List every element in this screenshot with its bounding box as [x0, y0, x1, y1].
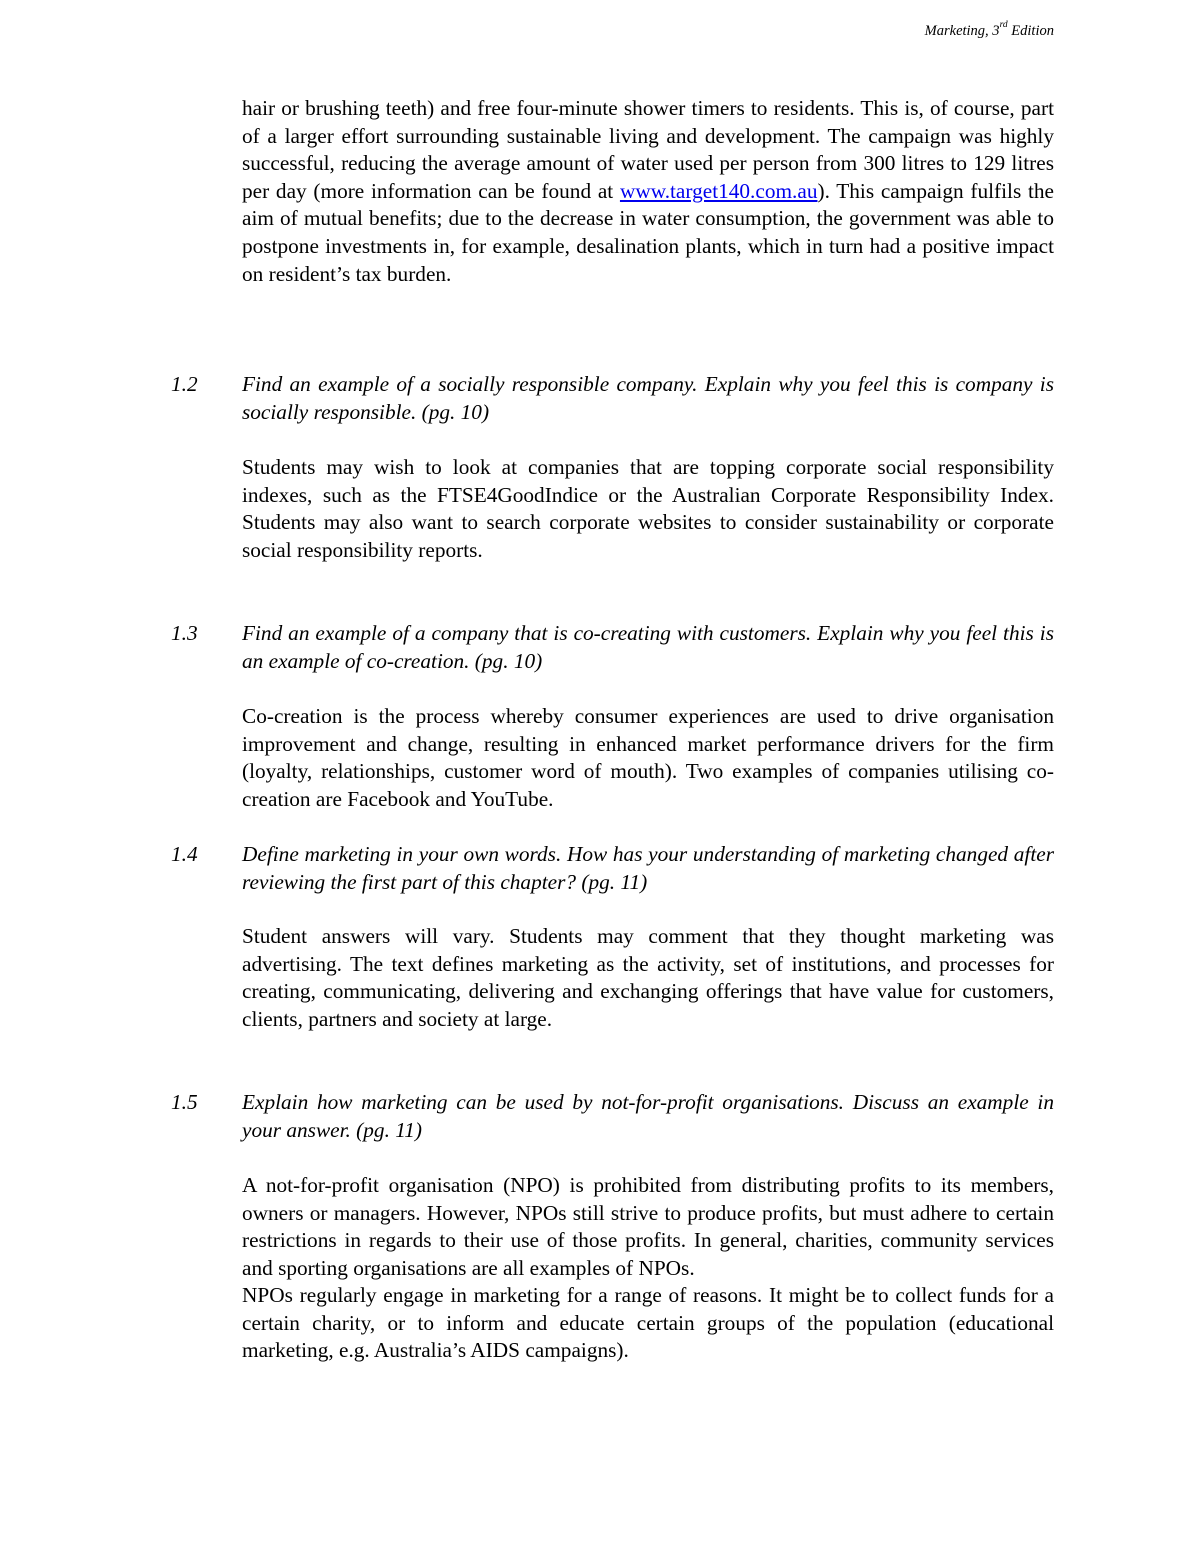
question-number-1-2: 1.2: [171, 372, 198, 396]
answer-1-4: Student answers will vary. Students may comment that they thought marketing was advertising. The text defines marketing as the activity, set of institutions, and processes for creating, communicating, delivering and exchanging offerings that have value for customers, clients, partners and society at large.: [242, 924, 1054, 1031]
intro-text-after-link: ). This campaign fulfils the aim of mutual benefits; due to the decrease in water consumption, the government was able to postpone investments in, for example, desalination plants, which in turn had a positive impact on resident’s tax burden.: [242, 178, 1054, 286]
question-number-1-4: 1.4: [171, 842, 198, 866]
question-1-2: Find an example of a socially responsible company. Explain why you feel this is company is socially responsible. (pg. 10): [242, 372, 1054, 424]
header-suffix: Edition: [1007, 23, 1054, 39]
answer-1-2: Students may wish to look at companies that are topping corporate social responsibility indexes, such as the FTSE4GoodIndice or the Australian Corporate Responsibility Index. Students may also want to search corporate websites to consider sustainability or corporate social responsibility reports.: [242, 455, 1054, 562]
question-1-5: Explain how marketing can be used by not-for-profit organisations. Discuss an example in your answer. (pg. 11): [242, 1090, 1054, 1142]
header-superscript: rd: [999, 20, 1008, 31]
header-title: Marketing, 3: [924, 23, 1000, 39]
question-number-1-5: 1.5: [171, 1090, 198, 1114]
answer-1-5: A not-for-profit organisation (NPO) is prohibited from distributing profits to its members, owners or managers. However, NPOs still strive to produce profits, but must adhere to certain restrictions in regards to their use of those profits. In general, charities, community services and sporting organisations are all examples of NPOs.: [242, 1173, 1054, 1280]
target140-link[interactable]: www.target140.com.au: [619, 178, 818, 203]
answer-1-3: Co-creation is the process whereby consumer experiences are used to drive organisation improvement and change, resulting in enhanced market performance drivers for the firm (loyalty, relationships, customer word of mouth). Two examples of companies utilising co-creation are Facebook and YouTube.: [242, 704, 1054, 811]
running-header: [925, 21, 1054, 41]
question-1-4: Define marketing in your own words. How has your understanding of marketing changed after reviewing the first part of this chapter? (pg. 11): [242, 842, 1054, 894]
intro-paragraph: [242, 95, 1054, 288]
answer-1-5-continued: NPOs regularly engage in marketing for a range of reasons. It might be to collect funds for a certain charity, or to inform and educate certain groups of the population (educational marketing, e.g. Australia’s AIDS campaigns).: [242, 1283, 1054, 1363]
question-number-1-3: 1.3: [171, 621, 198, 645]
question-1-3: Find an example of a company that is co-creating with customers. Explain why you feel this is an example of co-creation. (pg. 10): [242, 621, 1054, 673]
intro-text-before-link: hair or brushing teeth) and free four-minute shower timers to residents. This is, of course, part of a larger effort surrounding sustainable living and development. The campaign was highly successful, reducing the average amount of water used per person from 300 litres to 129 litres per day (more information can be found at: [242, 96, 1054, 203]
